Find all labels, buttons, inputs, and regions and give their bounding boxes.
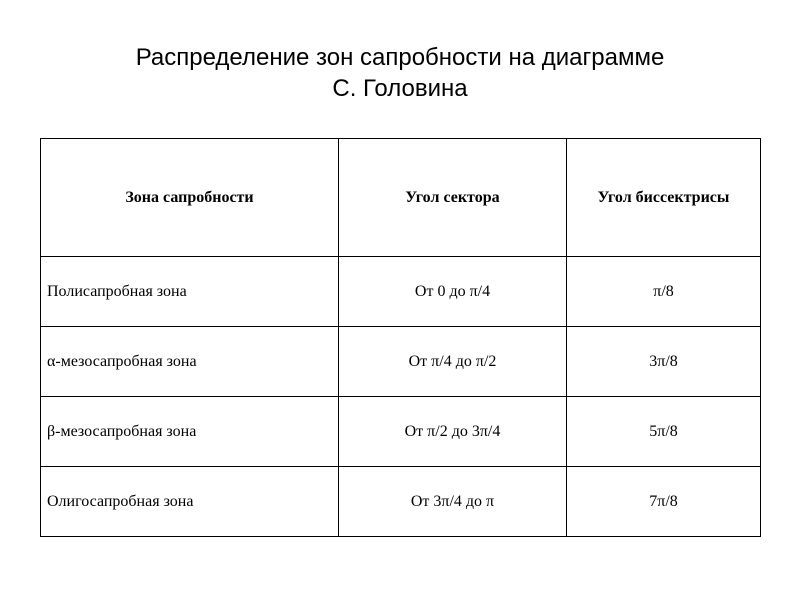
bisector-angle-cell: 5π/8 <box>567 397 761 467</box>
bisector-angle-cell: 3π/8 <box>567 327 761 397</box>
header-saprobity-zone: Зона сапробности <box>41 139 339 257</box>
slide-title-line-2: С. Головина <box>332 75 468 102</box>
sector-angle-cell: От π/4 до π/2 <box>339 327 567 397</box>
table-row <box>41 397 761 467</box>
table-row <box>41 467 761 537</box>
table-row <box>41 327 761 397</box>
bisector-angle-cell: 7π/8 <box>567 467 761 537</box>
slide-title <box>0 42 800 104</box>
header-sector-angle: Угол сектора <box>339 139 567 257</box>
zone-name-cell: Олигосапробная зона <box>41 467 339 537</box>
slide-title-line-1: Распределение зон сапробности на диаграмме <box>135 44 665 71</box>
saprobity-zones-table <box>40 138 761 537</box>
zone-name-cell: α-мезосапробная зона <box>41 327 339 397</box>
bisector-angle-cell: π/8 <box>567 257 761 327</box>
sector-angle-cell: От π/2 до 3π/4 <box>339 397 567 467</box>
zone-name-cell: Полисапробная зона <box>41 257 339 327</box>
header-bisector-angle: Угол биссектрисы <box>567 139 761 257</box>
zone-name-cell: β-мезосапробная зона <box>41 397 339 467</box>
sector-angle-cell: От 0 до π/4 <box>339 257 567 327</box>
table-header-row <box>41 139 761 257</box>
sector-angle-cell: От 3π/4 до π <box>339 467 567 537</box>
table-row <box>41 257 761 327</box>
